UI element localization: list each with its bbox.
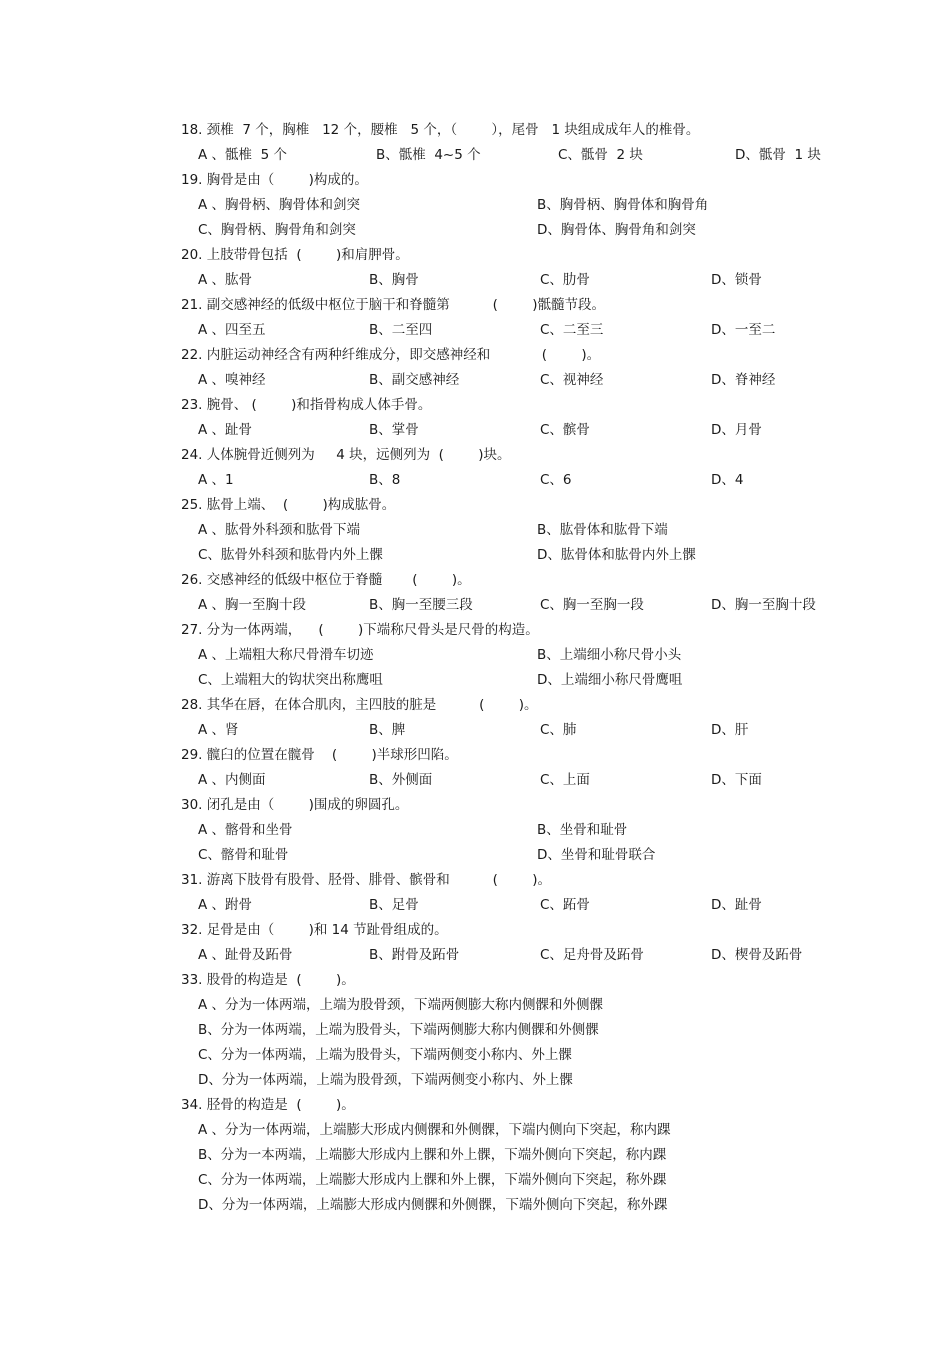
option-d: D、分为一体两端，上端为股骨颈，下端两侧变小称内、外上髁 — [198, 1072, 573, 1088]
question-stem: 28. 其华在唇，在体合肌肉，主四肢的脏是 ( )。 — [181, 697, 538, 713]
question-stem: 22. 内脏运动神经含有两种纤维成分，即交感神经和 ( )。 — [181, 347, 601, 363]
option-row — [198, 268, 881, 293]
option-row — [198, 143, 881, 168]
question-stem: 24. 人体腕骨近侧列为 4 块，远侧列为 ( )块。 — [181, 447, 511, 463]
option-row — [198, 718, 881, 743]
option-row — [198, 418, 881, 443]
option-b: B、足骨 — [369, 897, 419, 913]
option-b: B、跗骨及跖骨 — [369, 947, 460, 963]
option-c: C、上面 — [540, 772, 590, 788]
option-b: B、脾 — [369, 722, 406, 738]
option-c: C、肱骨外科颈和肱骨内外上髁 — [198, 547, 383, 563]
option-d: D、肝 — [711, 722, 749, 738]
option-d: D、脊神经 — [711, 372, 776, 388]
option-b: B、掌骨 — [369, 422, 419, 438]
option-c: C、6 — [540, 472, 572, 488]
option-a: A 、1 — [198, 472, 234, 488]
option-b: B、分为一体两端，上端为股骨头，下端两侧膨大称内侧髁和外侧髁 — [198, 1022, 599, 1038]
option-b: B、骶椎 4~5 个 — [376, 147, 481, 163]
option-c: C、视神经 — [540, 372, 604, 388]
option-d: D、肱骨体和肱骨内外上髁 — [537, 547, 696, 563]
option-row — [198, 218, 881, 243]
option-d: D、锁骨 — [711, 272, 762, 288]
option-row — [198, 643, 881, 668]
option-a: A 、胸骨柄、胸骨体和剑突 — [198, 197, 361, 213]
option-b: B、胸骨柄、胸骨体和胸骨角 — [537, 197, 709, 213]
option-row — [198, 468, 881, 493]
option-row — [198, 368, 881, 393]
option-d: D、楔骨及跖骨 — [711, 947, 803, 963]
option-c: C、骶骨 2 块 — [558, 147, 643, 163]
option-row — [198, 768, 881, 793]
option-d: D、月骨 — [711, 422, 762, 438]
question-stem: 31. 游离下肢骨有股骨、胫骨、腓骨、髌骨和 ( )。 — [181, 872, 552, 888]
option-row — [198, 543, 881, 568]
option-a: A 、趾骨及跖骨 — [198, 947, 293, 963]
option-a: A 、肾 — [198, 722, 239, 738]
question-stem: 25. 肱骨上端、 ( )构成肱骨。 — [181, 497, 396, 513]
option-d: D、分为一体两端，上端膨大形成内侧髁和外侧髁，下端外侧向下突起，称外踝 — [198, 1197, 668, 1213]
question-stem: 19. 胸骨是由（ )构成的。 — [181, 172, 368, 188]
option-c: C、髂骨和耻骨 — [198, 847, 289, 863]
option-b: B、副交感神经 — [369, 372, 460, 388]
option-b: B、分为一本两端，上端膨大形成内上髁和外上髁，下端外侧向下突起，称内踝 — [198, 1147, 667, 1163]
option-a: A 、肱骨 — [198, 272, 253, 288]
option-a: A 、分为一体两端，上端为股骨颈，下端两侧膨大称内侧髁和外侧髁 — [198, 997, 604, 1013]
option-c: C、二至三 — [540, 322, 604, 338]
option-c: C、髌骨 — [540, 422, 590, 438]
question-stem: 32. 足骨是由（ )和 14 节趾骨组成的。 — [181, 922, 448, 938]
option-b: B、8 — [369, 472, 401, 488]
question-stem: 20. 上肢带骨包括 ( )和肩胛骨。 — [181, 247, 409, 263]
option-c: C、分为一体两端，上端为股骨头，下端两侧变小称内、外上髁 — [198, 1047, 572, 1063]
question-stem: 34. 胫骨的构造是 ( )。 — [181, 1097, 355, 1113]
option-b: B、外侧面 — [369, 772, 433, 788]
question-stem: 29. 髋臼的位置在髋骨 ( )半球形凹陷。 — [181, 747, 458, 763]
question-stem: 33. 股骨的构造是 ( )。 — [181, 972, 355, 988]
option-a: A 、胸一至胸十段 — [198, 597, 307, 613]
option-a: A 、四至五 — [198, 322, 266, 338]
option-d: D、骶骨 1 块 — [735, 147, 821, 163]
question-stem: 26. 交感神经的低级中枢位于脊髓 ( )。 — [181, 572, 471, 588]
option-a: A 、上端粗大称尺骨滑车切迹 — [198, 647, 374, 663]
option-b: B、坐骨和耻骨 — [537, 822, 628, 838]
option-a: A 、肱骨外科颈和肱骨下端 — [198, 522, 361, 538]
question-stem: 21. 副交感神经的低级中枢位于脑干和脊髓第 ( )骶髓节段。 — [181, 297, 606, 313]
option-c: C、上端粗大的钩状突出称鹰咀 — [198, 672, 383, 688]
option-row — [198, 193, 881, 218]
option-d: D、4 — [711, 472, 744, 488]
option-b: B、胸骨 — [369, 272, 419, 288]
option-c: C、分为一体两端，上端膨大形成内上髁和外上髁，下端外侧向下突起，称外踝 — [198, 1172, 667, 1188]
option-row — [198, 943, 881, 968]
option-row — [198, 593, 881, 618]
option-b: B、二至四 — [369, 322, 433, 338]
option-c: C、肺 — [540, 722, 577, 738]
option-d: D、坐骨和耻骨联合 — [537, 847, 656, 863]
option-row — [198, 843, 881, 868]
option-c: C、肋骨 — [540, 272, 590, 288]
option-b: B、上端细小称尺骨小头 — [537, 647, 682, 663]
option-a: A 、髂骨和坐骨 — [198, 822, 293, 838]
option-a: A 、趾骨 — [198, 422, 253, 438]
option-a: A 、嗅神经 — [198, 372, 266, 388]
option-a: A 、骶椎 5 个 — [198, 147, 287, 163]
option-d: D、一至二 — [711, 322, 776, 338]
question-stem: 27. 分为一体两端， ( )下端称尺骨头是尺骨的构造。 — [181, 622, 539, 638]
question-stem: 30. 闭孔是由（ )围成的卵圆孔。 — [181, 797, 409, 813]
option-d: D、上端细小称尺骨鹰咀 — [537, 672, 683, 688]
option-c: C、胸骨柄、胸骨角和剑突 — [198, 222, 356, 238]
option-b: B、肱骨体和肱骨下端 — [537, 522, 668, 538]
option-a: A 、跗骨 — [198, 897, 253, 913]
option-b: B、胸一至腰三段 — [369, 597, 473, 613]
option-row — [198, 668, 881, 693]
option-d: D、趾骨 — [711, 897, 762, 913]
question-list — [181, 118, 881, 1218]
option-row — [198, 818, 881, 843]
option-row — [198, 893, 881, 918]
option-d: D、胸骨体、胸骨角和剑突 — [537, 222, 696, 238]
option-row — [198, 518, 881, 543]
question-stem: 18. 颈椎 7 个，胸椎 12 个，腰椎 5 个，（ ），尾骨 1 块组成成年人的椎骨。 — [181, 122, 700, 138]
option-c: C、胸一至胸一段 — [540, 597, 644, 613]
option-c: C、足舟骨及跖骨 — [540, 947, 644, 963]
option-a: A 、内侧面 — [198, 772, 266, 788]
option-a: A 、分为一体两端，上端膨大形成内侧髁和外侧髁，下端内侧向下突起，称内踝 — [198, 1122, 671, 1138]
question-stem: 23. 腕骨、 ( )和指骨构成人体手骨。 — [181, 397, 432, 413]
option-row — [198, 318, 881, 343]
option-d: D、胸一至胸十段 — [711, 597, 816, 613]
option-d: D、下面 — [711, 772, 762, 788]
option-c: C、跖骨 — [540, 897, 590, 913]
